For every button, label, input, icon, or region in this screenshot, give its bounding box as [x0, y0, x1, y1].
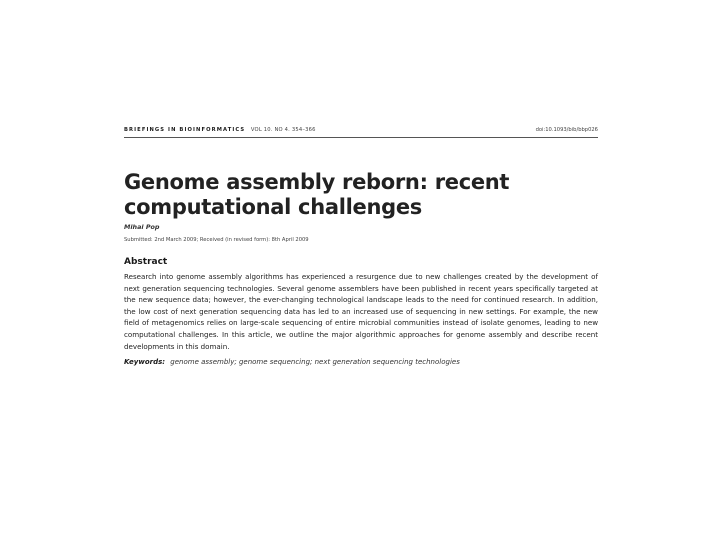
volume-info: VOL 10. NO 4. 354–366: [250, 127, 316, 133]
abstract-heading: Abstract: [124, 257, 168, 267]
header-rule: [124, 137, 598, 138]
submission-dates: Submitted: 2nd March 2009; Received (in revised form): 8th April 2009: [124, 237, 309, 243]
keywords: [124, 357, 598, 367]
author-name: Mihai Pop: [124, 223, 160, 231]
paper-title: Genome assembly reborn: recent computational challenges: [124, 170, 510, 219]
journal-header: [124, 124, 598, 136]
paper-page: [124, 124, 598, 367]
keywords-text: genome assembly; genome sequencing; next generation sequencing technologies: [170, 358, 460, 367]
keywords-label: Keywords:: [124, 358, 166, 367]
abstract-body: Research into genome assembly algorithms has experienced a resurgence due to new challenges created by the development of next generation sequencing technologies. Several genome assemblers have been published in recent years specifically targeted at the new sequence data; however, the ever-changing technological landscape leads to the need for continued research. In addition, the low cost of next generation sequencing data has led to an increased use of sequencing in new settings. For example, the new field of metagenomics relies on large-scale sequencing of entire microbial communities instead of isolate genomes, leading to new computational challenges. In this article, we outline the major algorithmic approaches for genome assembly and describe recent developments in this domain.: [124, 272, 598, 351]
doi: doi:10.1093/bib/bbp026: [535, 127, 598, 133]
journal-name: BRIEFINGS IN BIOINFORMATICS: [124, 127, 246, 133]
